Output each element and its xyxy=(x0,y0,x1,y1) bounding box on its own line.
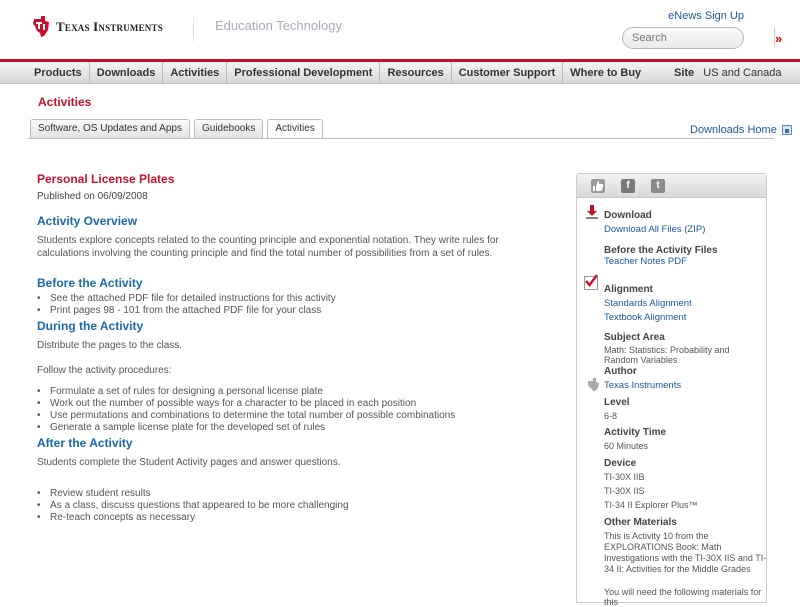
checkmark-icon xyxy=(584,276,598,290)
other-materials-text: This is Activity 10 from the EXPLORATIONS Book: Math Investigations with the TI-30X IIS and TI-34 II: Activities for the Middle Grades xyxy=(604,531,767,574)
device-item: TI-30X IIS xyxy=(604,486,645,496)
search-box xyxy=(622,27,783,49)
during-list xyxy=(37,386,537,434)
home-icon[interactable] xyxy=(782,125,792,135)
page-title: Personal License Plates xyxy=(37,172,175,186)
logo-text: Texas Instruments xyxy=(56,19,163,34)
device-item: TI-30X IIB xyxy=(604,472,645,482)
standards-alignment-link[interactable]: Standards Alignment xyxy=(604,298,692,309)
site-value[interactable]: US and Canada xyxy=(703,67,782,79)
activity-time-label: Activity Time xyxy=(604,427,667,438)
nav-customer-support[interactable]: Customer Support xyxy=(452,62,564,84)
tab-software-os-updates[interactable]: Software, OS Updates and Apps xyxy=(30,119,190,138)
downloads-home-label[interactable]: Downloads Home xyxy=(690,124,777,136)
header-divider xyxy=(193,12,194,46)
ti-logo[interactable] xyxy=(32,16,163,38)
device-label: Device xyxy=(604,458,637,469)
tab-bar xyxy=(30,119,327,139)
list-item: • Use permutations and combinations to determine the total number of possible combinations xyxy=(37,410,537,422)
before-files-label: Before the Activity Files xyxy=(604,245,718,256)
after-list xyxy=(37,488,537,524)
search-button[interactable]: » xyxy=(774,28,782,48)
list-item: • As a class, discuss questions that appeared to be more challenging xyxy=(37,500,537,512)
after-text: Students complete the Student Activity pages and answer questions. xyxy=(37,457,341,468)
other-materials-label: Other Materials xyxy=(604,517,677,528)
other-materials-text-2: You will need the following materials for this xyxy=(604,587,762,607)
search-input[interactable] xyxy=(623,28,774,48)
activity-sidebar xyxy=(576,173,767,607)
textbook-alignment-link[interactable]: Textbook Alignment xyxy=(604,312,687,323)
enews-signup-link[interactable]: eNews Sign Up xyxy=(668,10,744,22)
during-heading: During the Activity xyxy=(37,319,144,333)
site-selector[interactable] xyxy=(674,62,782,84)
list-item: • Generate a sample license plate for the developed set of rules xyxy=(37,422,537,434)
list-item: • See the attached PDF file for detailed instructions for this activity xyxy=(37,293,537,305)
download-icon xyxy=(585,205,599,219)
download-all-link[interactable]: Download All Files (ZIP) xyxy=(604,224,706,235)
published-date: Published on 06/09/2008 xyxy=(37,191,148,202)
social-bar xyxy=(577,174,766,198)
downloads-home-link[interactable] xyxy=(690,124,792,136)
device-item: TI-34 II Explorer Plus™ xyxy=(604,500,698,510)
nav-resources[interactable]: Resources xyxy=(380,62,451,84)
main-nav xyxy=(0,59,800,84)
list-item: • Review student results xyxy=(37,488,537,500)
after-heading: After the Activity xyxy=(37,436,133,450)
ti-logo-icon xyxy=(32,16,50,38)
overview-text: Students explore concepts related to the counting principle and exponential notation. They write rules for calculations involving the counting principle and find the total number of possibilities from a set of rules. xyxy=(37,235,499,259)
nav-activities[interactable]: Activities xyxy=(163,62,227,84)
nav-products[interactable]: Products xyxy=(27,62,90,84)
list-item: • Work out the number of possible ways for a character to be placed in each position xyxy=(37,398,537,410)
nav-where-to-buy[interactable]: Where to Buy xyxy=(570,67,642,79)
before-heading: Before the Activity xyxy=(37,276,143,290)
subject-label: Subject Area xyxy=(604,332,665,343)
alignment-label: Alignment xyxy=(604,284,653,295)
nav-professional-development[interactable]: Professional Development xyxy=(227,62,380,84)
level-label: Level xyxy=(604,397,630,408)
section-title: Activities xyxy=(38,95,92,109)
list-item: • Print pages 98 - 101 from the attached PDF file for your class xyxy=(37,305,537,317)
during-text-2: Follow the activity procedures: xyxy=(37,365,172,376)
during-text-1: Distribute the pages to the class. xyxy=(37,340,183,351)
activity-content xyxy=(37,172,537,524)
list-item: • Formulate a set of rules for designing a personal license plate xyxy=(37,386,537,398)
site-header xyxy=(0,0,800,58)
header-subtitle: Education Technology xyxy=(215,18,342,33)
download-label: Download xyxy=(604,210,652,221)
activity-time-value: 60 Minutes xyxy=(604,441,649,451)
list-item: • Re-teach concepts as necessary xyxy=(37,512,537,524)
nav-downloads[interactable]: Downloads xyxy=(90,62,164,84)
facebook-icon[interactable]: f xyxy=(621,179,635,193)
overview-heading: Activity Overview xyxy=(37,214,138,228)
twitter-icon[interactable]: t xyxy=(651,179,665,193)
subject-value: Math: Statistics: Probability and Random Variables xyxy=(604,345,730,365)
author-label: Author xyxy=(604,366,637,377)
teacher-notes-link[interactable]: Teacher Notes PDF xyxy=(604,256,687,267)
tab-guidebooks[interactable]: Guidebooks xyxy=(194,119,263,138)
tab-activities[interactable]: Activities xyxy=(267,119,322,139)
ti-author-icon xyxy=(586,378,600,392)
site-label: Site xyxy=(674,67,695,79)
level-value: 6-8 xyxy=(604,411,618,421)
tab-underline xyxy=(28,138,774,139)
thumbs-up-icon[interactable] xyxy=(591,179,605,193)
before-list xyxy=(37,293,537,317)
author-link[interactable]: Texas Instruments xyxy=(604,380,682,391)
